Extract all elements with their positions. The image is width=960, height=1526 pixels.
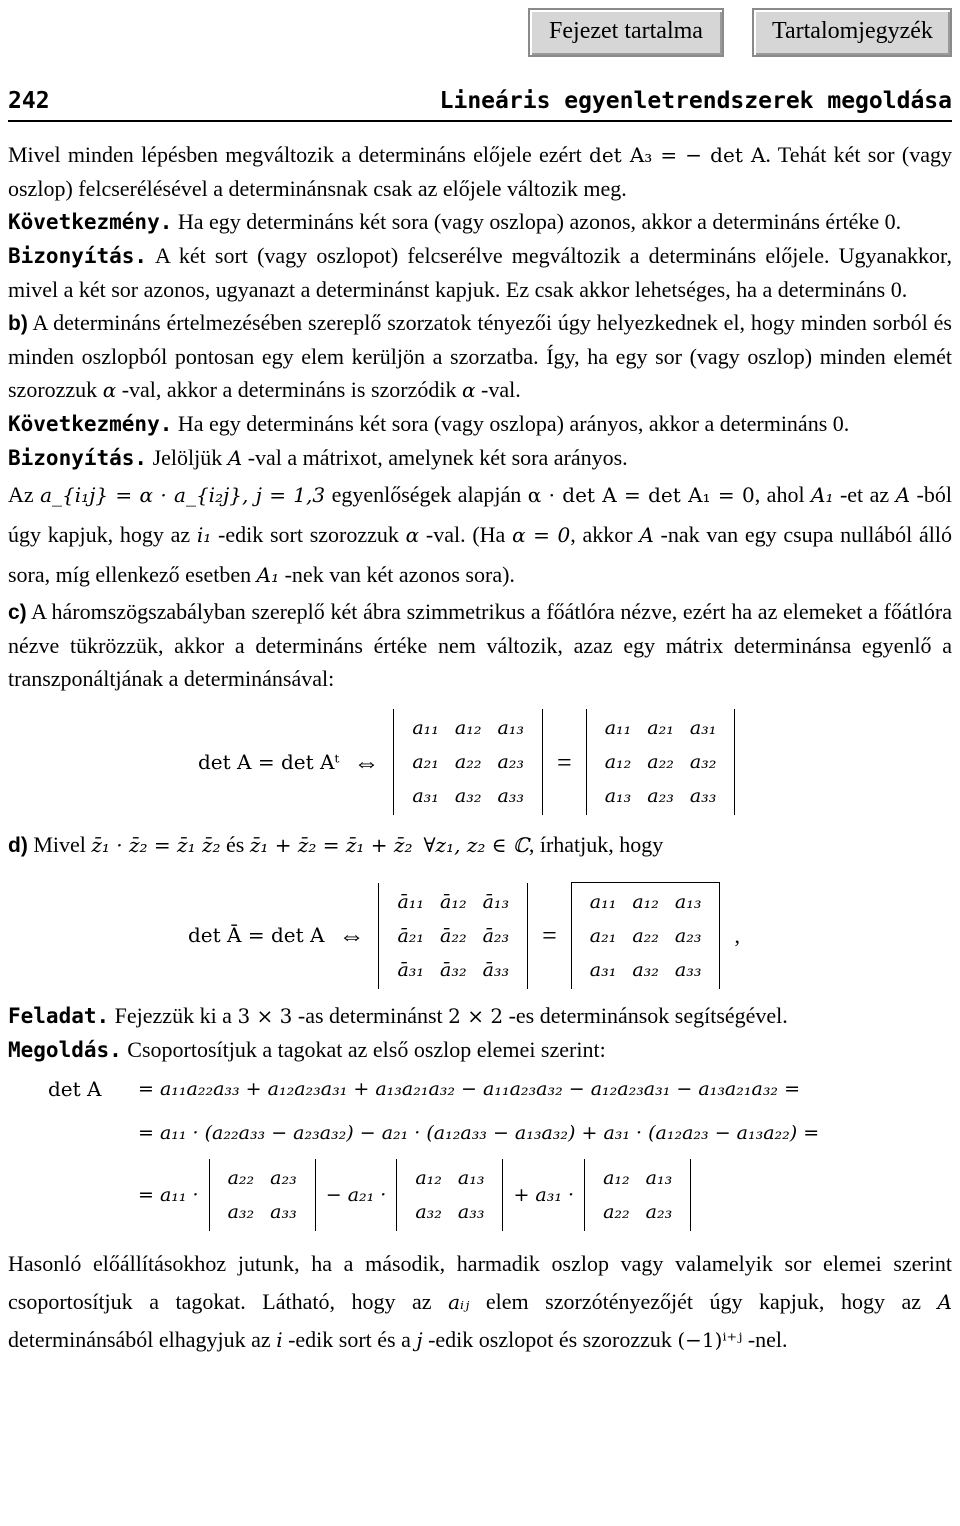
keyword-label: Bizonyítás. [8,446,148,470]
matrix-cell: ā₂₃ [482,924,510,947]
matrix-cell: a₂₁ [647,717,674,739]
matrix-cell: ā₁₂ [440,890,467,913]
matrix-cell: a₁₂ [604,751,632,773]
matrix-row [404,779,532,813]
page-content [8,138,952,1359]
page-header [8,86,952,122]
math-inline: det A₃ = − det A [589,143,766,167]
matrix-cell: a₁₃ [457,1167,485,1189]
solution-block: det A = a₁₁a₂₂a₃₃ + a₁₂a₂₃a₃₁ + a₁₃a₂₁a₃₂ − a₁₁a₂₃a₃₂ − a₁₂a₂₃a₃₁ − a₁₃a₂₁a₃₂ = = a₁₁ · (a₂₂a₃₃ − a₂₃a₃₂) − a₂₁ · (a₁₂a₃₃ − a₁₃a₃₂) + a₃₁ · (a₁₂a₂₃ − a₁₃a₂₂) = = a₁₁ · a₂₂ a₂₃ a₃₂ a₃₃ − a₂₁ · a₁₂ a₁₃ a₃₂ a₃₃ + a₃₁ · a₁₂ a₁₃ a₂₂ a₂₃ [48,1067,952,1231]
matrix-cell: a₂₁ [589,925,617,947]
paragraph-d: d) Mivel z̄₁ · z̄₂ = z̄₁ z̄₂ és z̄₁ + z̄₂ = z̄₁ + z̄₂ ∀z₁, z₂ ∈ ℂ, írhatjuk, hogy [8,832,664,857]
matrix-row [582,953,710,987]
item-label: d) [8,834,28,857]
keyword-label: Megoldás. [8,1038,122,1062]
keyword-label: Bizonyítás. [8,244,148,268]
matrix-cell: a₁₂ [603,1167,630,1189]
paragraph-proof-1: Bizonyítás. A két sort (vagy oszlopot) felcserélve megváltozik a determináns előjele. Ugyanakkor, mivel a két sor azonos, ugyanazt a determinánst kapjuk. Ez csak akkor lehetséges, ha a determináns 0. [8,243,952,302]
matrix-row [597,779,725,813]
matrix-cell: a₁₂ [415,1167,442,1189]
paragraph-intro: Mivel minden lépésben megváltozik a determináns előjele ezért det A₃ = − det A. Tehát két sor (vagy oszlop) felcserélésével a determinánsnak csak az előjele változik meg. [8,142,952,201]
matrix-row [595,1195,680,1229]
matrix-a-conj [571,882,721,989]
matrix-cell: a₃₂ [227,1201,255,1223]
matrix-cell: a₂₃ [645,1201,673,1223]
paragraph-az: Az a_{i₁j} = α · a_{i₂j}, j = 1,3 egyenlőségek alapján α · det A = det A₁ = 0, ahol A₁ -et az A -ból úgy kapjuk, hogy az i₁ -edik sort szorozzuk α -val. (Ha α = 0, akkor A -nak van egy csupa nullából álló sora, míg ellenkező esetben A₁ -nek van két azonos sora). [8,482,953,587]
keyword-label: Feladat. [8,1004,110,1028]
matrix-cell: a₃₃ [270,1201,297,1223]
matrix-row [389,919,517,953]
matrix-row [595,1161,680,1195]
matrix-cell: a₁₁ [604,717,632,739]
matrix-cell: a₂₂ [632,925,659,947]
page-number: 242 [8,88,50,114]
matrix-row [582,919,710,953]
equation-conjugate: det Ā = det A ⇔ ā₁₁ ā₁₂ ā₁₃ ā₂₁ ā₂₂ ā₂₃ ā₃₁ ā₃₂ ā₃₃ = a₁₁ a₁₂ a₁₃ a₂₁ a₂₂ a₂₃ a₃₁ a₃₂ a₃₃ , [188,882,952,989]
minor-2 [396,1159,503,1231]
matrix-row [220,1195,305,1229]
matrix-cell: ā₃₂ [440,958,467,981]
matrix-cell: a₃₂ [415,1201,442,1223]
matrix-row [404,711,532,745]
matrix-cell: a₃₃ [457,1201,485,1223]
paragraph-corollary-2: Következmény. Ha egy determináns két sora (vagy oszlopa) arányos, akkor a determináns 0. [8,411,850,436]
paragraph-b: b) A determináns értelmezésében szereplő szorzatok tényezői úgy helyezkednek el, hogy minden sorból és minden oszlopból pontosan egy elem kerüljön a szorzatba. Így, ha egy sor (vagy oszlop) minden elemét szorozzuk α -val, akkor a determináns is szorzódik α -val. [8,310,952,402]
matrix-cell: a₁₃ [497,717,525,739]
matrix-row [389,885,517,919]
matrix-cell: a₃₃ [689,785,717,807]
matrix-row [407,1161,492,1195]
matrix-row [582,885,710,919]
matrix-cell: a₃₂ [689,751,717,773]
matrix-cell: ā₁₃ [482,890,510,913]
matrix-row [389,953,517,987]
matrix-cell: a₃₁ [589,959,617,981]
matrix-cell: a₂₃ [647,785,674,807]
matrix-cell: a₁₁ [589,891,617,913]
matrix-cell: a₂₃ [497,751,525,773]
matrix-row [220,1161,305,1195]
matrix-cell: a₃₁ [689,717,717,739]
matrix-cell: a₃₂ [632,959,659,981]
matrix-cell: a₁₂ [454,717,482,739]
chapter-contents-button[interactable]: Fejezet tartalma [528,8,724,57]
matrix-cell: ā₂₁ [397,924,424,947]
matrix-row [597,711,725,745]
matrix-row [404,745,532,779]
chapter-title: Lineáris egyenletrendszerek megoldása [439,88,952,114]
keyword-label: Következmény. [8,210,173,234]
matrix-cell: a₁₃ [645,1167,673,1189]
matrix-cell: a₂₂ [603,1201,630,1223]
matrix-row [597,745,725,779]
paragraph-corollary-1: Következmény. Ha egy determináns két sora (vagy oszlopa) azonos, akkor a determináns értéke 0. [8,209,902,234]
matrix-cell: a₁₃ [674,891,702,913]
matrix-cell: a₂₁ [412,751,439,773]
minor-3 [584,1159,691,1231]
matrix-cell: a₂₂ [227,1167,255,1189]
paragraph-c: c) A háromszögszabályban szereplő két ábra szimmetrikus a főátlóra nézve, ezért ha az elemeket a főátlóra nézve tükrözzük, akkor a determináns értéke nem változik, azaz egy mátrix determinánsa egyenlő a transzponáltjának a determinánsával: [8,599,952,691]
matrix-cell: ā₃₁ [397,958,424,981]
matrix-cell: a₃₃ [497,785,525,807]
matrix-a [393,709,543,815]
matrix-cell: a₃₁ [412,785,439,807]
matrix-cell: a₃₃ [674,959,702,981]
matrix-cell: a₂₃ [674,925,702,947]
matrix-cell: a₂₃ [270,1167,297,1189]
matrix-cell: a₁₁ [412,717,439,739]
equation-transpose: det A = det Aᵗ ⇔ a₁₁ a₁₂ a₁₃ a₂₁ a₂₂ a₂₃ a₃₁ a₃₂ a₃₃ = a₁₁ a₂₁ a₃₁ a₁₂ a₂₂ a₃₂ a₁₃ a₂₃ a₃₃ [198,709,952,815]
matrix-a-transpose [586,709,736,815]
table-of-contents-button[interactable]: Tartalomjegyzék [752,8,952,57]
paragraph-final: Hasonló előállításokhoz jutunk, ha a második, harmadik oszlop vagy valamelyik sor elemei szerint csoportosítjuk a tagokat. Látható, hogy az aᵢⱼ elem szorzótényezőjét úgy kapjuk, hogy az A determinánsából elhagyjuk az i -edik sort és a j -edik oszlopot és szorozzuk (−1)ⁱ⁺ʲ -nel. [8,1251,952,1352]
matrix-cell: ā₃₃ [482,958,510,981]
minor-1 [209,1159,316,1231]
matrix-cell: ā₁₁ [397,890,424,913]
matrix-cell: a₂₂ [647,751,674,773]
matrix-cell: ā₂₂ [440,924,467,947]
matrix-cell: a₃₂ [454,785,482,807]
paragraph-solution: Megoldás. Csoportosítjuk a tagokat az első oszlop elemei szerint: [8,1037,606,1062]
matrix-a-bar [378,883,528,989]
paragraph-task: Feladat. Fejezzük ki a 3 × 3 -as determinánst 2 × 2 -es determinánsok segítségével. [8,1003,788,1028]
top-navigation [528,8,952,57]
paragraph-proof-2: Bizonyítás. Jelöljük A -val a mátrixot, amelynek két sora arányos. [8,445,628,470]
keyword-label: Következmény. [8,412,173,436]
matrix-cell: a₁₃ [604,785,632,807]
matrix-cell: a₂₂ [454,751,482,773]
item-label: c) [8,601,27,624]
matrix-cell: a₁₂ [632,891,659,913]
item-label: b) [8,312,28,335]
matrix-row [407,1195,492,1229]
